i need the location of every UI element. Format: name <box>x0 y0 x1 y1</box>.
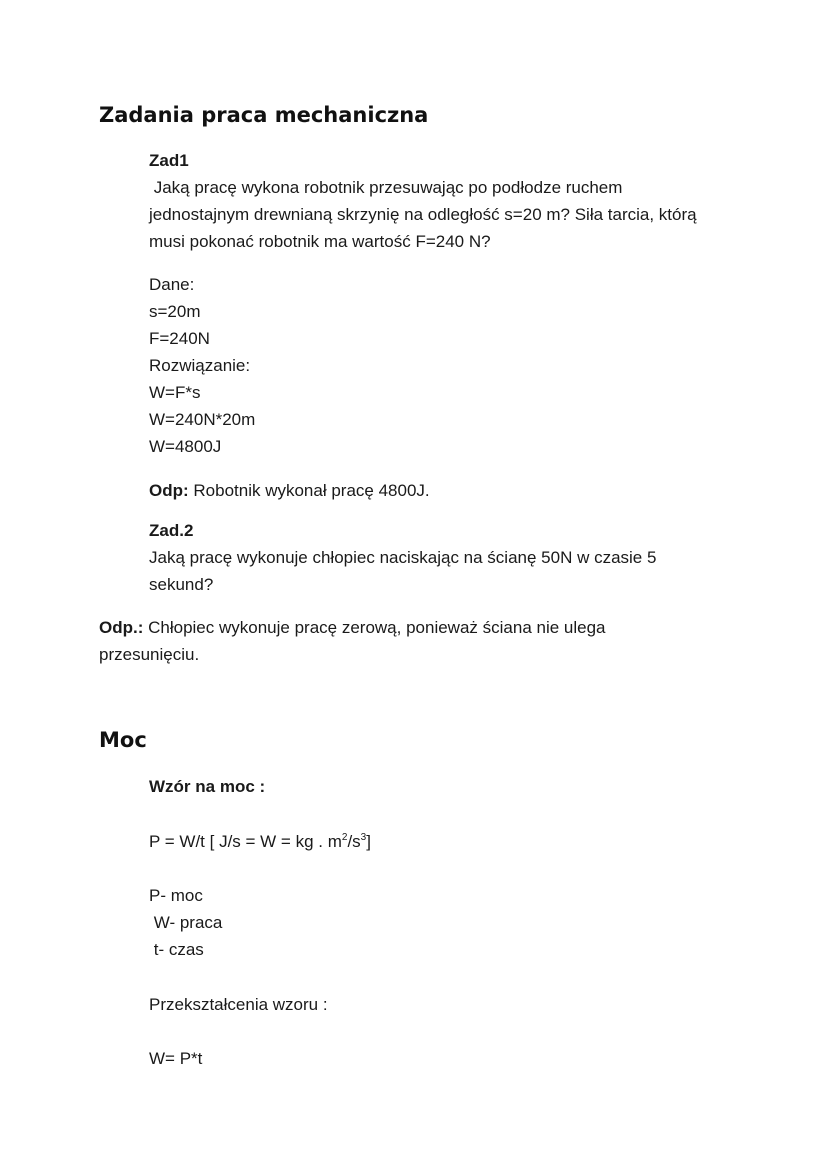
solution-line: F=240N <box>149 329 210 348</box>
task1-question-line: jednostajnym drewnianą skrzynię na odległość s=20 m? Siła tarcia, którą <box>149 205 697 224</box>
formula-heading: Wzór na moc : <box>149 777 266 796</box>
task1-question-line: Jaką pracę wykona robotnik przesuwając po podłodze ruchem <box>149 178 623 197</box>
solution-line: W=240N*20m <box>149 410 256 429</box>
answer-text: Chłopiec wykonuje pracę zerową, ponieważ ściana nie ulega <box>143 618 606 637</box>
task2 <box>149 517 656 598</box>
task2-label: Zad.2 <box>149 521 194 540</box>
legend-line: t- czas <box>149 940 204 959</box>
legend-line: W- praca <box>149 913 223 932</box>
transform-formula: W= P*t <box>149 1049 203 1068</box>
task1 <box>149 147 697 255</box>
answer-label: Odp.: <box>99 618 144 637</box>
answer-label: Odp: <box>149 481 189 500</box>
solution-line: W=4800J <box>149 437 222 456</box>
section-title-work: Zadania praca mechaniczna <box>99 103 429 127</box>
solution-line: Rozwiązanie: <box>149 356 251 375</box>
answer-text-continued: przesunięciu. <box>99 645 200 664</box>
power-formula: P = W/t [ J/s = W = kg . $m^2/s^3$] <box>149 832 371 851</box>
task2-question-line: Jaką pracę wykonuje chłopiec naciskając na ścianę 50N w czasie 5 <box>149 548 657 567</box>
section-title-power: Moc <box>99 728 147 752</box>
solution-line: Dane: <box>149 275 195 294</box>
transform-heading: Przekształcenia wzoru : <box>149 995 328 1014</box>
solution-line: s=20m <box>149 302 201 321</box>
task1-label: Zad1 <box>149 151 189 170</box>
task1-solution <box>149 271 255 460</box>
legend-line: P- moc <box>149 886 203 905</box>
solution-line: W=F*s <box>149 383 201 402</box>
task1-question-line: musi pokonać robotnik ma wartość F=240 N? <box>149 232 491 251</box>
task2-answer <box>99 614 606 668</box>
formula-legend <box>149 882 222 963</box>
answer-text: Robotnik wykonał pracę 4800J. <box>188 481 430 500</box>
task1-answer <box>149 477 430 504</box>
task2-question-line: sekund? <box>149 575 214 594</box>
